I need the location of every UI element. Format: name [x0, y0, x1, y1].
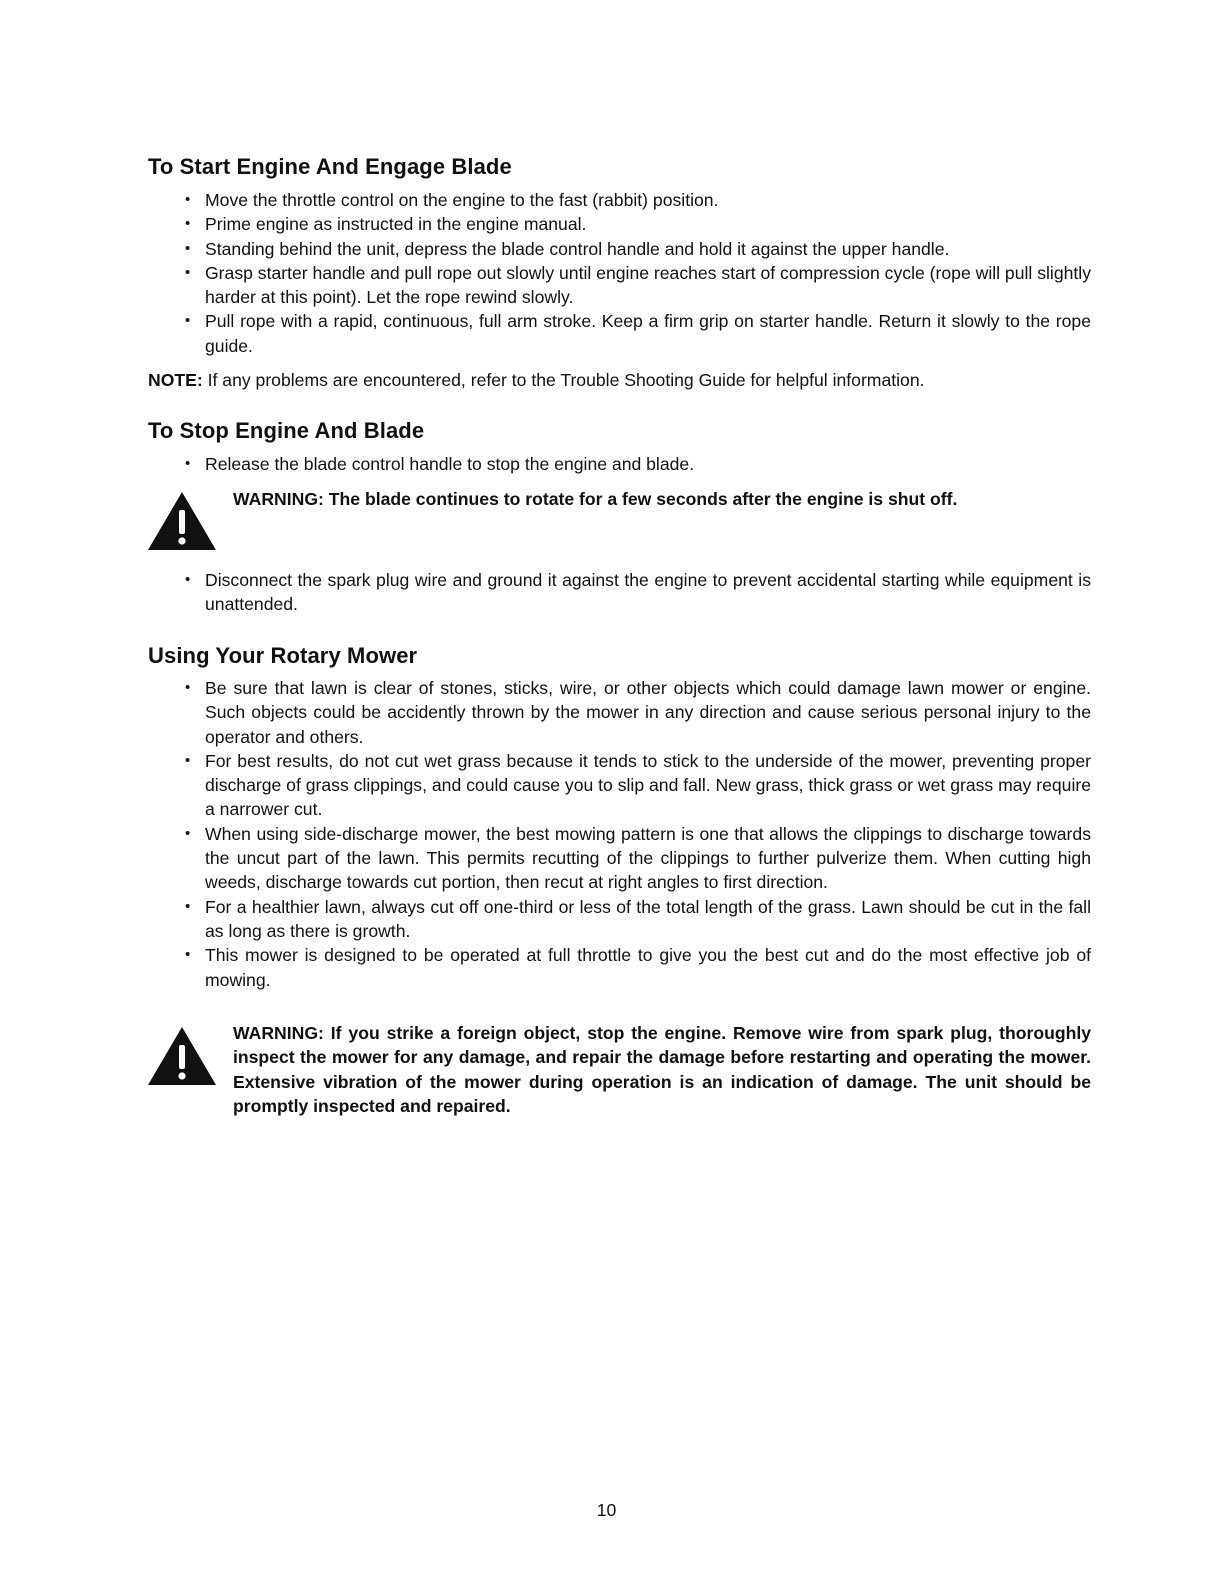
list-item: • Standing behind the unit, depress the blade control handle and hold it against the upper handle. — [183, 237, 1091, 261]
warning-triangle-icon — [146, 1025, 218, 1087]
bullet-glyph: • — [185, 751, 191, 769]
bullet-glyph: • — [185, 571, 191, 588]
page-number: 10 — [596, 1500, 617, 1520]
note-paragraph — [148, 368, 1093, 392]
bullet-glyph: • — [185, 679, 191, 696]
stop-engine-list-after — [183, 568, 1091, 617]
warning-foreign-object: WARNING: If you strike a foreign object, stop the engine. Remove wire from spark plug, thoroughly inspect the mower for any damage, and repair the damage before restarting and operating the mower. Extensive vibration of the mower during operation is an indication of damage. The unit should be promptly inspected and repaired. — [233, 1023, 1091, 1116]
list-item: • Prime engine as instructed in the engine manual. — [183, 212, 1091, 236]
bullet-glyph: • — [185, 263, 191, 281]
bullet-glyph: • — [185, 946, 191, 964]
list-item: • Be sure that lawn is clear of stones, sticks, wire, or other objects which could damage lawn mower or engine. Such objects could be accidently thrown by the mower in any direction and cause serious personal injury to the operator and others. — [185, 678, 1091, 747]
note-text: If any problems are encountered, refer to the Trouble Shooting Guide for helpful information. — [202, 370, 925, 390]
bullet-glyph: • — [185, 455, 191, 472]
list-item: • This mower is designed to be operated at full throttle to give you the best cut and do the most effective job of mowing. — [185, 945, 1091, 990]
list-item: • For best results, do not cut wet grass because it tends to stick to the underside of the mower, preventing proper discharge of grass clippings, and could cause you to slip and fall. New grass, thick grass or wet grass may require a narrower cut. — [185, 750, 1091, 820]
bullet-glyph: • — [185, 239, 191, 257]
list-item: • Release the blade control handle to stop the engine and blade. — [183, 452, 1091, 476]
bullet-glyph: • — [185, 312, 191, 330]
warning-exclamation-dot — [178, 537, 185, 544]
warning-blade-rotation: WARNING: The blade continues to rotate for a few seconds after the engine is shut off. — [233, 489, 958, 509]
list-item: • Move the throttle control on the engine to the fast (rabbit) position. — [183, 188, 1091, 212]
list-item: • When using side-discharge mower, the best mowing pattern is one that allows the clippings to discharge towards the uncut part of the lawn. This permits recutting of the clippings to further pulverize them. When cutting high weeds, discharge towards cut portion, then recut at right angles to first direction. — [185, 823, 1091, 893]
heading-start-engine: To Start Engine And Engage Blade — [148, 154, 512, 179]
list-item: • Pull rope with a rapid, continuous, full arm stroke. Keep a firm grip on starter handle. Return it slowly to the rope guide. — [185, 311, 1091, 356]
note-label: NOTE: — [148, 370, 203, 390]
stop-engine-list — [183, 452, 1091, 476]
warning-exclamation-dot — [178, 1072, 185, 1079]
warning-exclamation-bar — [179, 510, 185, 534]
list-item: • Grasp starter handle and pull rope out slowly until engine reaches start of compression cycle (rope will pull slightly harder at this point). Let the rope rewind slowly. — [185, 262, 1091, 308]
warning-exclamation-bar — [179, 1045, 185, 1069]
warning-triangle-icon — [146, 490, 218, 552]
list-item: • Disconnect the spark plug wire and ground it against the engine to prevent accidental starting while equipment is unattended. — [185, 570, 1091, 615]
bullet-glyph: • — [185, 824, 191, 842]
start-engine-list — [183, 188, 1091, 358]
using-mower-list — [183, 676, 1091, 992]
list-item: • For a healthier lawn, always cut off one-third or less of the total length of the grass. Lawn should be cut in the fall as long as there is growth. — [185, 896, 1091, 941]
heading-stop-engine: To Stop Engine And Blade — [148, 418, 425, 443]
bullet-glyph: • — [185, 215, 191, 233]
heading-using-mower: Using Your Rotary Mower — [148, 643, 418, 668]
bullet-glyph: • — [185, 897, 191, 915]
bullet-glyph: • — [185, 191, 191, 208]
